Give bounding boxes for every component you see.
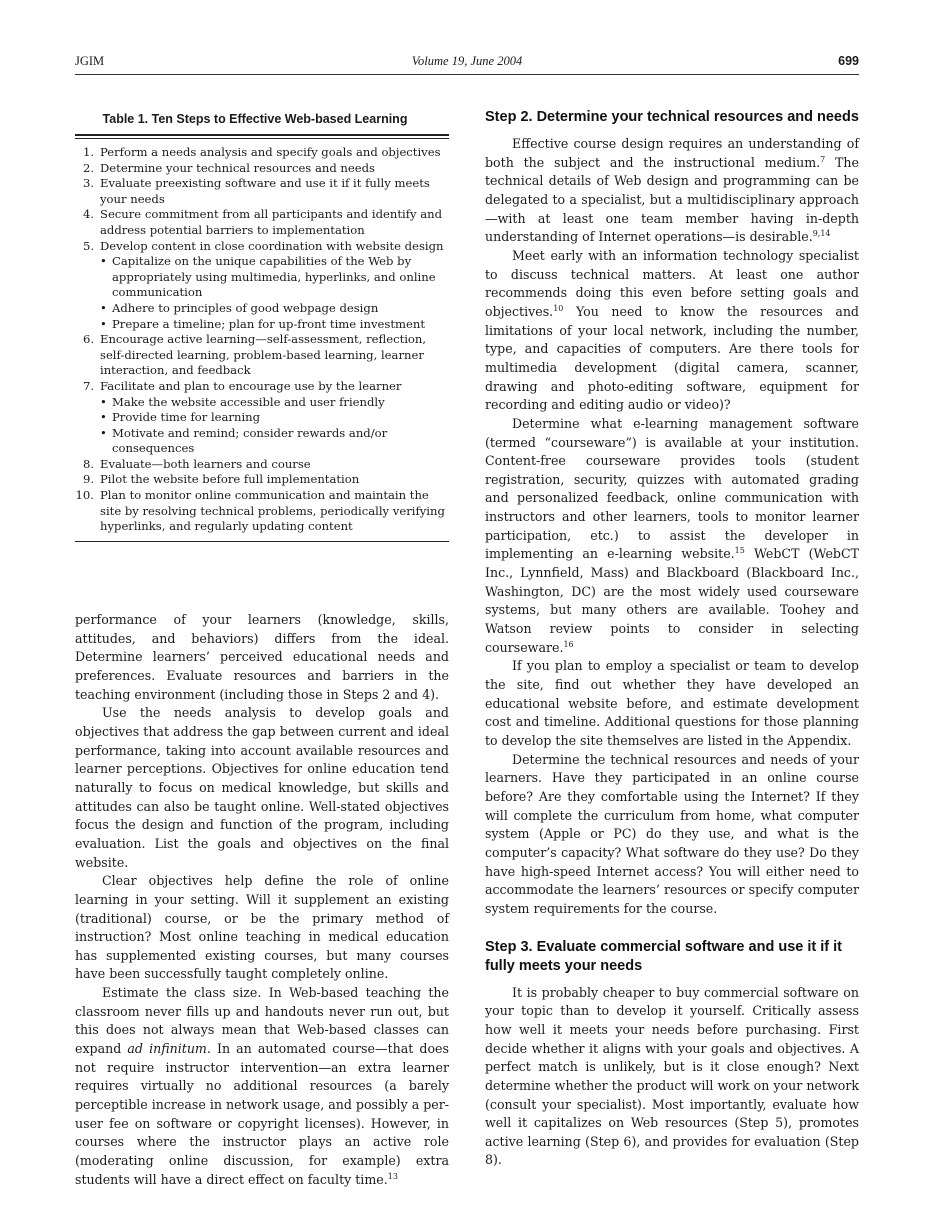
steps-table: [75, 108, 449, 542]
step-number: 1.: [82, 145, 94, 159]
step-item: [75, 161, 449, 177]
table-title: Table 1. Ten Steps to Effective Web-based Learning: [102, 112, 408, 126]
text-run: . In an automated course—that does not require instructor intervention—an extra learner requires virtually no additional resources (a barely perceptible increase in network usage, and possibly a per-user fee on software or copyright licenses). However, in courses where the instructor plays an active role (moderating online discussion, for example) extra students will have a direct effect on faculty time.: [75, 1041, 450, 1187]
step-item: [75, 332, 449, 379]
text-run: WebCT (WebCT Inc., Lynnfield, Mass) and Blackboard (Blackboard Inc., Washington, DC) are the most widely used courseware systems, but many others are available. Toohey and Watson review points to consider in selecting courseware.: [485, 546, 859, 655]
step-text: Pilot the website before full implementation: [100, 472, 360, 487]
step-text: Determine your technical resources and needs: [100, 160, 375, 175]
step-number: 9.: [82, 472, 94, 487]
step-sub-item-text: • Adhere to principles of good webpage design: [100, 301, 449, 317]
step-sub-item-text: • Make the website accessible and user friendly: [100, 395, 449, 411]
italic-term: ad infinitum: [127, 1041, 207, 1057]
section-heading-step2: Step 2. Determine your technical resources and needs: [485, 109, 859, 125]
section-heading-step3: Step 3. Evaluate commercial software and use it if it fully meets your needs: [485, 938, 842, 974]
step-item: [75, 457, 449, 473]
step-item: [75, 207, 449, 238]
step-number: 8.: [82, 456, 94, 471]
paragraph: Use the needs analysis to develop goals and objectives that address the gap between current and ideal performance, taking into account available resources and learner perceptions. Objectives for online education tend naturally to focus on medical knowledge, but skills and attitudes can also be taught online. Well-stated objectives focus the design and function of the program, including evaluation. List the goals and objectives on the final website.: [75, 705, 449, 870]
step-text: Facilitate and plan to encourage use by the learner: [100, 378, 402, 393]
reference-superscript: 10: [553, 303, 564, 313]
text-run: The technical details of Web design and programming can be delegated to a specialist, but a multidisciplinary approach—with at least one team member having in-depth understanding of Internet operations—is desirable.: [485, 154, 859, 245]
page-number: 699: [838, 54, 859, 68]
paragraph: It is probably cheaper to buy commercial software on your topic than to develop it yourself. Critically assess how well it meets your needs before purchasing. First decide whether it aligns with your goals and objectives. A perfect match is unlikely, but is it close enough? Next determine whether the product will work on your network (consult your specialist). Most importantly, evaluate how well it capitalizes on Web resources (Step 5), promotes active learning (Step 6), and provides for evaluation (Step 8).: [485, 984, 859, 1168]
step-text: Develop content in close coordination with website design: [100, 238, 444, 253]
reference-superscript: 15: [734, 546, 745, 556]
volume-info: Volume 19, June 2004: [411, 54, 523, 68]
step-sub-item-text: • Provide time for learning: [100, 410, 449, 426]
step-number: 5.: [82, 238, 94, 253]
table-bottom-rule: [75, 541, 449, 542]
step-sub-item-text: • Capitalize on the unique capabilities of the Web by appropriately using multimedia, hyperlinks, and online communication: [100, 254, 449, 301]
step-list: [75, 145, 449, 535]
step-sub-item: [75, 426, 449, 457]
step-sub-item-text: • Prepare a timeline; plan for up-front time investment: [100, 317, 449, 333]
paragraph: performance of your learners (knowledge, skills, attitudes, and behaviors) differs from the ideal. Determine learners’ perceived educational needs and preferences. Evaluate resources and barriers in the teaching environment (including those in Steps 2 and 4).: [75, 612, 449, 702]
step-number: 6.: [82, 332, 94, 347]
text-run: Effective course design requires an understanding of both the subject and the instructional medium.: [485, 136, 859, 170]
step-sub-item: [75, 301, 449, 317]
table-top-rule-thin: [75, 138, 449, 139]
step-sub-item-text: • Motivate and remind; consider rewards and/or consequences: [100, 426, 449, 457]
text-run: Determine what e-learning management software (termed “courseware”) is available at your institution. Content-free courseware provides tools (student registration, security, quizzes with automated grading and personalized feedback, online communication with instructors and other learners, tools to monitor learner participation, etc.) to assist the developer in implementing an e-learning website.: [485, 415, 859, 562]
step-sub-item: [75, 254, 449, 301]
reference-superscript: 7: [820, 154, 826, 164]
step-number: 3.: [82, 176, 94, 191]
step-sub-item: [75, 410, 449, 426]
left-column-text: [75, 611, 449, 1189]
text-run: Meet early with an information technology specialist to discuss technical matters. At least one author recommends doing this even before setting goals and objectives.: [485, 247, 859, 319]
step-item: [75, 145, 449, 161]
reference-superscript: 9,14: [812, 229, 831, 239]
table-top-rule: [75, 134, 449, 136]
step-text: Plan to monitor online communication and maintain the site by resolving technical problems, periodically verifying hyperlinks, and regularly updating content: [100, 488, 445, 534]
right-column-text: [485, 108, 859, 1170]
journal-name: JGIM: [75, 54, 105, 68]
paragraph: Determine the technical resources and needs of your learners. Have they participated in an online course before? Are they comfortable using the Internet? If they will complete the curriculum from home, what computer system (Apple or PC) do they use, and what is the computer’s capacity? What software do they use? Do they have high-speed Internet access? You will either need to accommodate the learners’ resources or specify computer system requirements for the course.: [485, 751, 859, 916]
step-item: [75, 379, 449, 395]
step-text: Evaluate preexisting software and use it if it fully meets your needs: [100, 176, 430, 206]
step-sub-item: [75, 395, 449, 411]
text-run: Estimate the class size. In Web-based teaching the classroom never fills up and handouts never run out, but this does not always mean that Web-based classes can expand: [75, 985, 449, 1057]
reference-superscript: 13: [387, 1171, 398, 1181]
step-number: 2.: [82, 160, 94, 175]
step-text: Secure commitment from all participants and identify and address potential barriers to implementation: [100, 207, 443, 237]
paragraph: [485, 135, 859, 247]
step-item: [75, 239, 449, 255]
step-item: [75, 488, 449, 535]
step-number: 4.: [82, 207, 94, 222]
reference-superscript: 16: [563, 639, 574, 649]
step-number: 10.: [75, 488, 94, 503]
step-item: [75, 176, 449, 207]
step-sub-item: [75, 317, 449, 333]
paragraph: If you plan to employ a specialist or team to develop the site, find out whether they have developed an educational website before, and estimate development cost and timeline. Additional questions for those planning to develop the site themselves are listed in the Appendix.: [485, 658, 859, 748]
step-text: Evaluate—both learners and course: [100, 456, 311, 471]
step-text: Encourage active learning—self-assessment, reflection, self-directed learning, problem-based learning, learner interaction, and feedback: [100, 332, 427, 378]
step-number: 7.: [82, 378, 94, 393]
running-header: [75, 52, 859, 75]
paragraph: [75, 984, 449, 1189]
paragraph: Clear objectives help define the role of online learning in your setting. Will it supplement an existing (traditional) course, or be the primary method of instruction? Most online teaching in medical education has supplemented existing courses, but many courses have been successfully taught completely online.: [75, 873, 449, 982]
paragraph: [485, 415, 859, 658]
text-run: You need to know the resources and limitations of your local network, including the number, type, and capacities of computers. Are there tools for multimedia development (digital camera, scanner, drawing and photo-editing software, equipment for recording and editing audio or video)?: [485, 303, 859, 413]
step-text: Perform a needs analysis and specify goals and objectives: [100, 145, 441, 159]
paragraph: [485, 247, 859, 415]
step-item: [75, 472, 449, 488]
